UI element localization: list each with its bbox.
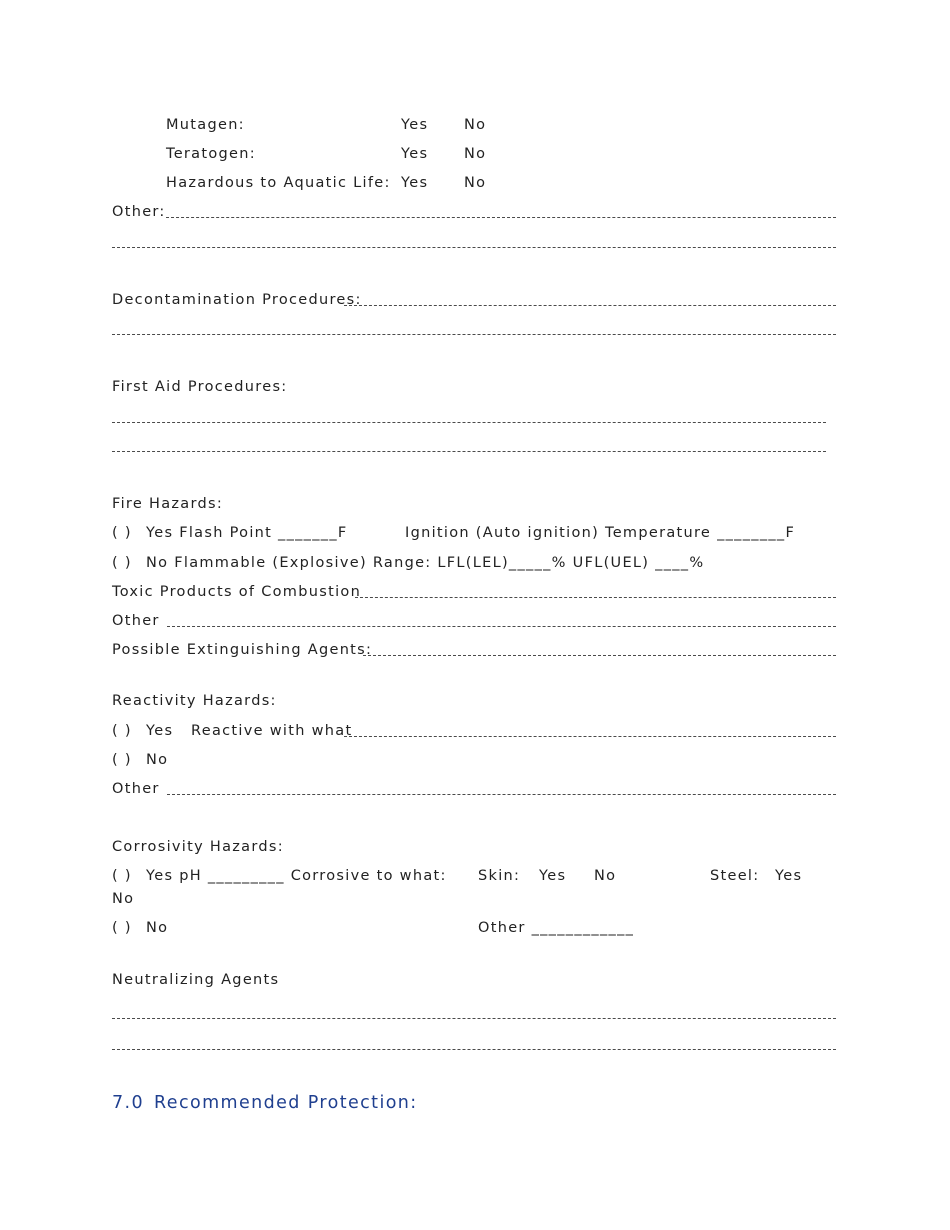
corrosivity-no-checkbox[interactable]: ( )	[112, 920, 132, 936]
corrosivity-yes-checkbox[interactable]: ( )	[112, 868, 132, 884]
aquatic-life-yes-option[interactable]: Yes	[401, 175, 429, 191]
decontamination-field[interactable]	[344, 305, 836, 306]
decontamination-label: Decontamination Procedures:	[112, 292, 362, 308]
reactivity-yes-checkbox[interactable]: ( )	[112, 723, 132, 739]
teratogen-yes-option[interactable]: Yes	[401, 146, 429, 162]
neutralizing-agents-field[interactable]	[112, 1018, 836, 1019]
first-aid-field[interactable]	[112, 422, 826, 423]
toxic-products-field[interactable]	[355, 597, 836, 598]
fire-hazards-title: Fire Hazards:	[112, 496, 224, 512]
flash-point-field[interactable]: Yes Flash Point _______F	[146, 525, 348, 541]
extinguishing-agents-field[interactable]	[363, 655, 836, 656]
aquatic-life-label: Hazardous to Aquatic Life:	[166, 175, 391, 191]
ignition-temperature-field[interactable]: Ignition (Auto ignition) Temperature ________F	[405, 525, 796, 541]
mutagen-no-option[interactable]: No	[464, 117, 487, 133]
fire-yes-checkbox[interactable]: ( )	[112, 525, 132, 541]
health-other-label: Other:	[112, 204, 166, 220]
teratogen-label: Teratogen:	[166, 146, 256, 162]
reactivity-no-label: No	[146, 752, 169, 768]
health-other-field[interactable]	[166, 217, 836, 218]
neutralizing-agents-label: Neutralizing Agents	[112, 972, 280, 988]
reactivity-no-checkbox[interactable]: ( )	[112, 752, 132, 768]
fire-no-checkbox[interactable]: ( )	[112, 555, 132, 571]
reactive-with-label: Yes Reactive with what	[146, 723, 353, 739]
section-number: 7.0	[112, 1093, 145, 1113]
first-aid-label: First Aid Procedures:	[112, 379, 288, 395]
skin-label: Skin:	[478, 868, 521, 884]
mutagen-label: Mutagen:	[166, 117, 245, 133]
corrosivity-other-field[interactable]: Other ____________	[478, 920, 635, 936]
reactivity-other-label: Other	[112, 781, 160, 797]
mutagen-yes-option[interactable]: Yes	[401, 117, 429, 133]
aquatic-life-no-option[interactable]: No	[464, 175, 487, 191]
decontamination-field-line-2[interactable]	[112, 334, 836, 335]
steel-no-option[interactable]: No	[112, 891, 135, 907]
skin-yes-option[interactable]: Yes	[539, 868, 567, 884]
corrosivity-no-label: No	[146, 920, 169, 936]
reactivity-other-field[interactable]	[167, 794, 836, 795]
reactivity-hazards-title: Reactivity Hazards:	[112, 693, 277, 709]
health-other-field-line-2[interactable]	[112, 247, 836, 248]
section-title: Recommended Protection:	[154, 1093, 418, 1113]
flammable-range-field[interactable]: No Flammable (Explosive) Range: LFL(LEL)_____% UFL(UEL) ____%	[146, 555, 705, 571]
toxic-products-label: Toxic Products of Combustion	[112, 584, 362, 600]
steel-label: Steel:	[710, 868, 760, 884]
reactive-with-field[interactable]	[344, 736, 836, 737]
extinguishing-agents-label: Possible Extinguishing Agents:	[112, 642, 373, 658]
skin-no-option[interactable]: No	[594, 868, 617, 884]
corrosivity-hazards-title: Corrosivity Hazards:	[112, 839, 284, 855]
teratogen-no-option[interactable]: No	[464, 146, 487, 162]
fire-other-field[interactable]	[167, 626, 836, 627]
neutralizing-agents-field-line-2[interactable]	[112, 1049, 836, 1050]
ph-corrosive-field[interactable]: Yes pH _________ Corrosive to what:	[146, 868, 447, 884]
fire-other-label: Other	[112, 613, 160, 629]
steel-yes-option[interactable]: Yes	[775, 868, 803, 884]
first-aid-field-line-2[interactable]	[112, 451, 826, 452]
